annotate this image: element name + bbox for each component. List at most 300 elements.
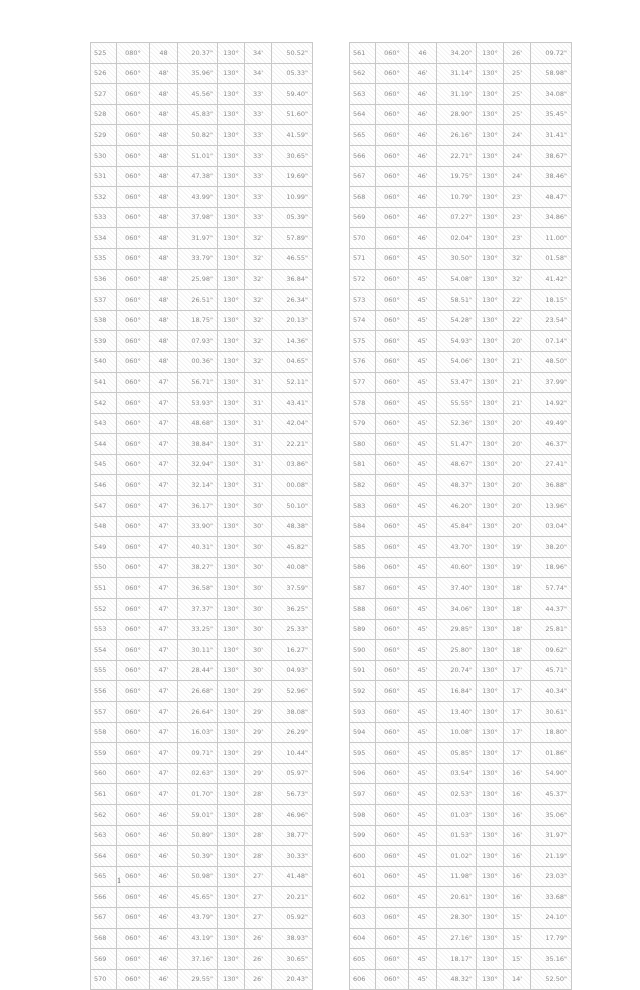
table-row	[350, 928, 572, 949]
lon-deg-cell: 130°	[218, 496, 245, 517]
lat-deg-cell: 060°	[117, 804, 150, 825]
lat-deg-cell: 060°	[117, 393, 150, 414]
lat-min-cell: 45'	[409, 454, 437, 475]
lat-deg-cell: 060°	[117, 722, 150, 743]
table-row	[350, 722, 572, 743]
lat-min-cell: 45'	[409, 372, 437, 393]
point-number-cell: 532	[91, 187, 117, 208]
point-number-cell: 589	[350, 619, 376, 640]
lat-sec-cell: 51.47"	[437, 434, 477, 455]
lon-sec-cell: 38.46"	[531, 166, 572, 187]
lon-deg-cell: 130°	[477, 413, 504, 434]
point-number-cell: 564	[91, 846, 117, 867]
lat-deg-cell: 060°	[376, 104, 409, 125]
lat-deg-cell: 060°	[376, 969, 409, 990]
lat-deg-cell: 060°	[376, 434, 409, 455]
point-number-cell: 537	[91, 290, 117, 311]
lon-min-cell: 30'	[245, 619, 272, 640]
table-row	[350, 104, 572, 125]
lon-sec-cell: 48.47"	[531, 187, 572, 208]
lon-deg-cell: 130°	[218, 784, 245, 805]
lon-min-cell: 16'	[504, 866, 531, 887]
lon-sec-cell: 36.88"	[531, 475, 572, 496]
lat-min-cell: 45'	[409, 866, 437, 887]
lon-sec-cell: 23.54"	[531, 310, 572, 331]
lon-deg-cell: 130°	[218, 207, 245, 228]
lat-min-cell: 45'	[409, 846, 437, 867]
table-row	[91, 702, 313, 723]
lon-deg-cell: 130°	[477, 969, 504, 990]
lon-min-cell: 32'	[245, 248, 272, 269]
lon-min-cell: 34'	[245, 63, 272, 84]
table-row	[91, 928, 313, 949]
lat-deg-cell: 060°	[117, 578, 150, 599]
lon-min-cell: 33'	[245, 104, 272, 125]
table-row	[91, 454, 313, 475]
lon-sec-cell: 50.10"	[272, 496, 313, 517]
table-row	[91, 907, 313, 928]
lat-sec-cell: 19.75"	[437, 166, 477, 187]
lat-min-cell: 48'	[150, 269, 178, 290]
lat-min-cell: 45'	[409, 969, 437, 990]
lat-min-cell: 46'	[150, 907, 178, 928]
table-row	[350, 763, 572, 784]
point-number-cell: 569	[350, 207, 376, 228]
lat-sec-cell: 43.19"	[178, 928, 218, 949]
lon-min-cell: 26'	[245, 928, 272, 949]
lat-sec-cell: 34.20"	[437, 43, 477, 64]
lat-deg-cell: 060°	[376, 702, 409, 723]
table-row	[91, 763, 313, 784]
lon-min-cell: 23'	[504, 228, 531, 249]
lat-min-cell: 48'	[150, 228, 178, 249]
lon-deg-cell: 130°	[477, 743, 504, 764]
lon-deg-cell: 130°	[477, 557, 504, 578]
point-number-cell: 601	[350, 866, 376, 887]
lat-min-cell: 47'	[150, 413, 178, 434]
lat-sec-cell: 29.85"	[437, 619, 477, 640]
lon-deg-cell: 130°	[218, 372, 245, 393]
lat-deg-cell: 060°	[117, 372, 150, 393]
lon-sec-cell: 27.41"	[531, 454, 572, 475]
lat-sec-cell: 37.16"	[178, 949, 218, 970]
lat-deg-cell: 060°	[117, 619, 150, 640]
point-number-cell: 596	[350, 763, 376, 784]
lat-min-cell: 46'	[150, 969, 178, 990]
lat-deg-cell: 060°	[117, 351, 150, 372]
lon-min-cell: 20'	[504, 331, 531, 352]
lat-min-cell: 46'	[150, 928, 178, 949]
point-number-cell: 559	[91, 743, 117, 764]
lon-min-cell: 22'	[504, 290, 531, 311]
lat-deg-cell: 060°	[117, 475, 150, 496]
point-number-cell: 571	[350, 248, 376, 269]
lat-sec-cell: 11.98"	[437, 866, 477, 887]
lat-min-cell: 46'	[150, 866, 178, 887]
point-number-cell: 591	[350, 660, 376, 681]
lon-sec-cell: 38.67"	[531, 145, 572, 166]
lat-sec-cell: 45.56"	[178, 84, 218, 105]
left-coordinate-table	[90, 42, 313, 990]
point-number-cell: 554	[91, 640, 117, 661]
point-number-cell: 599	[350, 825, 376, 846]
lon-sec-cell: 36.84"	[272, 269, 313, 290]
point-number-cell: 570	[91, 969, 117, 990]
lat-sec-cell: 38.27"	[178, 557, 218, 578]
lat-min-cell: 47'	[150, 784, 178, 805]
lat-min-cell: 47'	[150, 454, 178, 475]
lat-deg-cell: 060°	[117, 660, 150, 681]
table-row	[350, 743, 572, 764]
lon-deg-cell: 130°	[218, 310, 245, 331]
lon-sec-cell: 57.74"	[531, 578, 572, 599]
lat-sec-cell: 53.47"	[437, 372, 477, 393]
point-number-cell: 525	[91, 43, 117, 64]
lat-min-cell: 46'	[150, 949, 178, 970]
lon-deg-cell: 130°	[218, 599, 245, 620]
lon-deg-cell: 130°	[477, 619, 504, 640]
lat-sec-cell: 55.55"	[437, 393, 477, 414]
lon-min-cell: 17'	[504, 702, 531, 723]
point-number-cell: 579	[350, 413, 376, 434]
lon-min-cell: 28'	[245, 846, 272, 867]
table-row	[350, 804, 572, 825]
lat-deg-cell: 060°	[376, 557, 409, 578]
lon-min-cell: 33'	[245, 145, 272, 166]
lat-deg-cell: 060°	[376, 413, 409, 434]
lon-sec-cell: 35.45"	[531, 104, 572, 125]
table-row	[91, 866, 313, 887]
table-row	[350, 537, 572, 558]
lat-deg-cell: 060°	[376, 84, 409, 105]
lon-min-cell: 18'	[504, 640, 531, 661]
lat-min-cell: 45'	[409, 640, 437, 661]
lat-min-cell: 47'	[150, 537, 178, 558]
lon-deg-cell: 130°	[477, 763, 504, 784]
lat-deg-cell: 060°	[117, 907, 150, 928]
lat-min-cell: 48	[150, 43, 178, 64]
table-row	[91, 372, 313, 393]
lat-deg-cell: 060°	[376, 660, 409, 681]
lat-min-cell: 46'	[409, 207, 437, 228]
lat-sec-cell: 48.32"	[437, 969, 477, 990]
lat-sec-cell: 16.84"	[437, 681, 477, 702]
lon-sec-cell: 52.50"	[531, 969, 572, 990]
lon-deg-cell: 130°	[218, 949, 245, 970]
table-row	[350, 331, 572, 352]
lat-deg-cell: 060°	[376, 393, 409, 414]
lon-min-cell: 20'	[504, 434, 531, 455]
lon-sec-cell: 46.37"	[531, 434, 572, 455]
lon-min-cell: 15'	[504, 907, 531, 928]
lat-deg-cell: 060°	[376, 763, 409, 784]
table-row	[91, 599, 313, 620]
lon-deg-cell: 130°	[477, 784, 504, 805]
lat-min-cell: 45'	[409, 804, 437, 825]
lon-deg-cell: 130°	[477, 145, 504, 166]
lon-deg-cell: 130°	[218, 969, 245, 990]
table-row	[91, 640, 313, 661]
lon-deg-cell: 130°	[218, 537, 245, 558]
point-number-cell: 580	[350, 434, 376, 455]
lat-sec-cell: 48.68"	[178, 413, 218, 434]
table-row	[91, 660, 313, 681]
lat-deg-cell: 060°	[117, 207, 150, 228]
lon-deg-cell: 130°	[477, 372, 504, 393]
lat-sec-cell: 29.55"	[178, 969, 218, 990]
lat-deg-cell: 060°	[376, 43, 409, 64]
table-row	[350, 43, 572, 64]
lon-deg-cell: 130°	[477, 928, 504, 949]
lon-sec-cell: 56.73"	[272, 784, 313, 805]
table-row	[350, 969, 572, 990]
lat-sec-cell: 01.02"	[437, 846, 477, 867]
lat-min-cell: 45'	[409, 599, 437, 620]
lon-deg-cell: 130°	[477, 187, 504, 208]
lon-deg-cell: 130°	[218, 743, 245, 764]
lon-sec-cell: 41.42"	[531, 269, 572, 290]
lat-sec-cell: 03.54"	[437, 763, 477, 784]
lon-deg-cell: 130°	[218, 331, 245, 352]
lat-min-cell: 48'	[150, 187, 178, 208]
lat-min-cell: 45'	[409, 475, 437, 496]
lon-deg-cell: 130°	[218, 578, 245, 599]
lat-sec-cell: 54.06"	[437, 351, 477, 372]
lon-min-cell: 28'	[245, 825, 272, 846]
lat-sec-cell: 48.67"	[437, 454, 477, 475]
table-row	[91, 187, 313, 208]
point-number-cell: 594	[350, 722, 376, 743]
table-row	[350, 599, 572, 620]
lat-deg-cell: 060°	[117, 269, 150, 290]
lon-sec-cell: 25.33"	[272, 619, 313, 640]
lon-min-cell: 30'	[245, 516, 272, 537]
lat-deg-cell: 060°	[117, 763, 150, 784]
lon-sec-cell: 46.96"	[272, 804, 313, 825]
point-number-cell: 584	[350, 516, 376, 537]
lon-deg-cell: 130°	[477, 825, 504, 846]
lat-deg-cell: 060°	[376, 63, 409, 84]
lat-deg-cell: 060°	[117, 248, 150, 269]
table-row	[91, 887, 313, 908]
lat-min-cell: 47'	[150, 681, 178, 702]
lon-sec-cell: 48.38"	[272, 516, 313, 537]
lon-sec-cell: 33.68"	[531, 887, 572, 908]
table-row	[350, 907, 572, 928]
lon-sec-cell: 35.06"	[531, 804, 572, 825]
lon-deg-cell: 130°	[477, 454, 504, 475]
lon-deg-cell: 130°	[477, 887, 504, 908]
lon-sec-cell: 24.10"	[531, 907, 572, 928]
lon-deg-cell: 130°	[218, 846, 245, 867]
lon-min-cell: 31'	[245, 372, 272, 393]
lat-deg-cell: 060°	[376, 187, 409, 208]
table-row	[91, 331, 313, 352]
point-number-cell: 541	[91, 372, 117, 393]
lon-sec-cell: 04.65"	[272, 351, 313, 372]
lon-min-cell: 32'	[245, 310, 272, 331]
lon-min-cell: 32'	[504, 269, 531, 290]
lat-sec-cell: 33.25"	[178, 619, 218, 640]
lon-deg-cell: 130°	[218, 63, 245, 84]
table-row	[91, 43, 313, 64]
lat-min-cell: 48'	[150, 207, 178, 228]
point-number-cell: 573	[350, 290, 376, 311]
lat-sec-cell: 02.04"	[437, 228, 477, 249]
table-row	[350, 125, 572, 146]
lat-min-cell: 45'	[409, 660, 437, 681]
lat-sec-cell: 26.68"	[178, 681, 218, 702]
lat-deg-cell: 060°	[376, 907, 409, 928]
lat-min-cell: 47'	[150, 475, 178, 496]
right-coordinate-table	[349, 42, 572, 990]
table-row	[91, 722, 313, 743]
lat-deg-cell: 060°	[376, 290, 409, 311]
lon-sec-cell: 46.55"	[272, 248, 313, 269]
point-number-cell: 531	[91, 166, 117, 187]
lon-sec-cell: 40.34"	[531, 681, 572, 702]
lon-min-cell: 19'	[504, 557, 531, 578]
lon-deg-cell: 130°	[218, 722, 245, 743]
lon-sec-cell: 05.39"	[272, 207, 313, 228]
lat-min-cell: 47'	[150, 578, 178, 599]
lat-deg-cell: 060°	[117, 290, 150, 311]
point-number-cell: 561	[91, 784, 117, 805]
lat-sec-cell: 20.37"	[178, 43, 218, 64]
lat-min-cell: 45'	[409, 949, 437, 970]
lon-sec-cell: 01.58"	[531, 248, 572, 269]
table-row	[350, 166, 572, 187]
table-row	[350, 475, 572, 496]
point-number-cell: 569	[91, 949, 117, 970]
lon-min-cell: 26'	[245, 949, 272, 970]
lon-deg-cell: 130°	[477, 84, 504, 105]
table-row	[91, 290, 313, 311]
lon-deg-cell: 130°	[477, 640, 504, 661]
lat-min-cell: 46'	[409, 104, 437, 125]
lat-deg-cell: 060°	[376, 372, 409, 393]
lon-min-cell: 30'	[245, 537, 272, 558]
lat-sec-cell: 31.97"	[178, 228, 218, 249]
lon-min-cell: 16'	[504, 763, 531, 784]
lat-deg-cell: 060°	[376, 145, 409, 166]
lat-deg-cell: 060°	[117, 846, 150, 867]
lat-sec-cell: 50.98"	[178, 866, 218, 887]
lon-sec-cell: 38.08"	[272, 702, 313, 723]
page-number: 1	[117, 876, 121, 885]
lat-sec-cell: 32.14"	[178, 475, 218, 496]
lat-deg-cell: 060°	[376, 866, 409, 887]
lat-sec-cell: 02.63"	[178, 763, 218, 784]
lat-sec-cell: 05.85"	[437, 743, 477, 764]
lat-sec-cell: 22.71"	[437, 145, 477, 166]
lon-min-cell: 17'	[504, 660, 531, 681]
point-number-cell: 604	[350, 928, 376, 949]
lat-sec-cell: 43.99"	[178, 187, 218, 208]
table-row	[91, 619, 313, 640]
lon-min-cell: 31'	[245, 393, 272, 414]
lon-min-cell: 20'	[504, 454, 531, 475]
lat-min-cell: 48'	[150, 248, 178, 269]
point-number-cell: 547	[91, 496, 117, 517]
lon-min-cell: 29'	[245, 763, 272, 784]
table-row	[350, 578, 572, 599]
lat-deg-cell: 060°	[117, 434, 150, 455]
point-number-cell: 568	[91, 928, 117, 949]
lat-sec-cell: 33.79"	[178, 248, 218, 269]
lon-sec-cell: 44.37"	[531, 599, 572, 620]
lat-sec-cell: 25.80"	[437, 640, 477, 661]
table-row	[350, 248, 572, 269]
lat-min-cell: 48'	[150, 331, 178, 352]
lon-deg-cell: 130°	[218, 248, 245, 269]
lon-deg-cell: 130°	[477, 496, 504, 517]
point-number-cell: 562	[91, 804, 117, 825]
point-number-cell: 542	[91, 393, 117, 414]
lon-deg-cell: 130°	[477, 125, 504, 146]
lat-sec-cell: 33.90"	[178, 516, 218, 537]
lat-min-cell: 48'	[150, 84, 178, 105]
table-row	[350, 187, 572, 208]
lat-deg-cell: 060°	[117, 187, 150, 208]
lon-sec-cell: 20.21"	[272, 887, 313, 908]
lon-min-cell: 30'	[245, 599, 272, 620]
lat-deg-cell: 060°	[117, 84, 150, 105]
lat-sec-cell: 50.82"	[178, 125, 218, 146]
lon-sec-cell: 20.43"	[272, 969, 313, 990]
lat-sec-cell: 54.28"	[437, 310, 477, 331]
lon-sec-cell: 26.34"	[272, 290, 313, 311]
point-number-cell: 549	[91, 537, 117, 558]
point-number-cell: 576	[350, 351, 376, 372]
lat-sec-cell: 51.01"	[178, 145, 218, 166]
lon-sec-cell: 43.41"	[272, 393, 313, 414]
point-number-cell: 538	[91, 310, 117, 331]
lat-deg-cell: 060°	[117, 228, 150, 249]
lon-deg-cell: 130°	[218, 557, 245, 578]
lon-deg-cell: 130°	[218, 269, 245, 290]
lat-deg-cell: 060°	[376, 516, 409, 537]
lon-deg-cell: 130°	[218, 804, 245, 825]
lon-min-cell: 17'	[504, 722, 531, 743]
lon-min-cell: 25'	[504, 63, 531, 84]
lon-sec-cell: 09.72"	[531, 43, 572, 64]
lat-deg-cell: 060°	[117, 702, 150, 723]
lat-sec-cell: 10.79"	[437, 187, 477, 208]
lon-min-cell: 32'	[245, 331, 272, 352]
lat-min-cell: 47'	[150, 702, 178, 723]
lon-min-cell: 24'	[504, 166, 531, 187]
lon-deg-cell: 130°	[218, 619, 245, 640]
point-number-cell: 566	[350, 145, 376, 166]
lon-sec-cell: 09.62"	[531, 640, 572, 661]
point-number-cell: 572	[350, 269, 376, 290]
lat-sec-cell: 02.53"	[437, 784, 477, 805]
lon-deg-cell: 130°	[218, 640, 245, 661]
lat-min-cell: 45'	[409, 310, 437, 331]
table-row	[350, 557, 572, 578]
lat-deg-cell: 060°	[117, 310, 150, 331]
table-row	[350, 949, 572, 970]
lon-sec-cell: 07.14"	[531, 331, 572, 352]
point-number-cell: 529	[91, 125, 117, 146]
lat-sec-cell: 58.51"	[437, 290, 477, 311]
lon-deg-cell: 130°	[218, 166, 245, 187]
lat-sec-cell: 20.61"	[437, 887, 477, 908]
lat-sec-cell: 52.36"	[437, 413, 477, 434]
lat-sec-cell: 37.37"	[178, 599, 218, 620]
lat-min-cell: 46'	[409, 63, 437, 84]
